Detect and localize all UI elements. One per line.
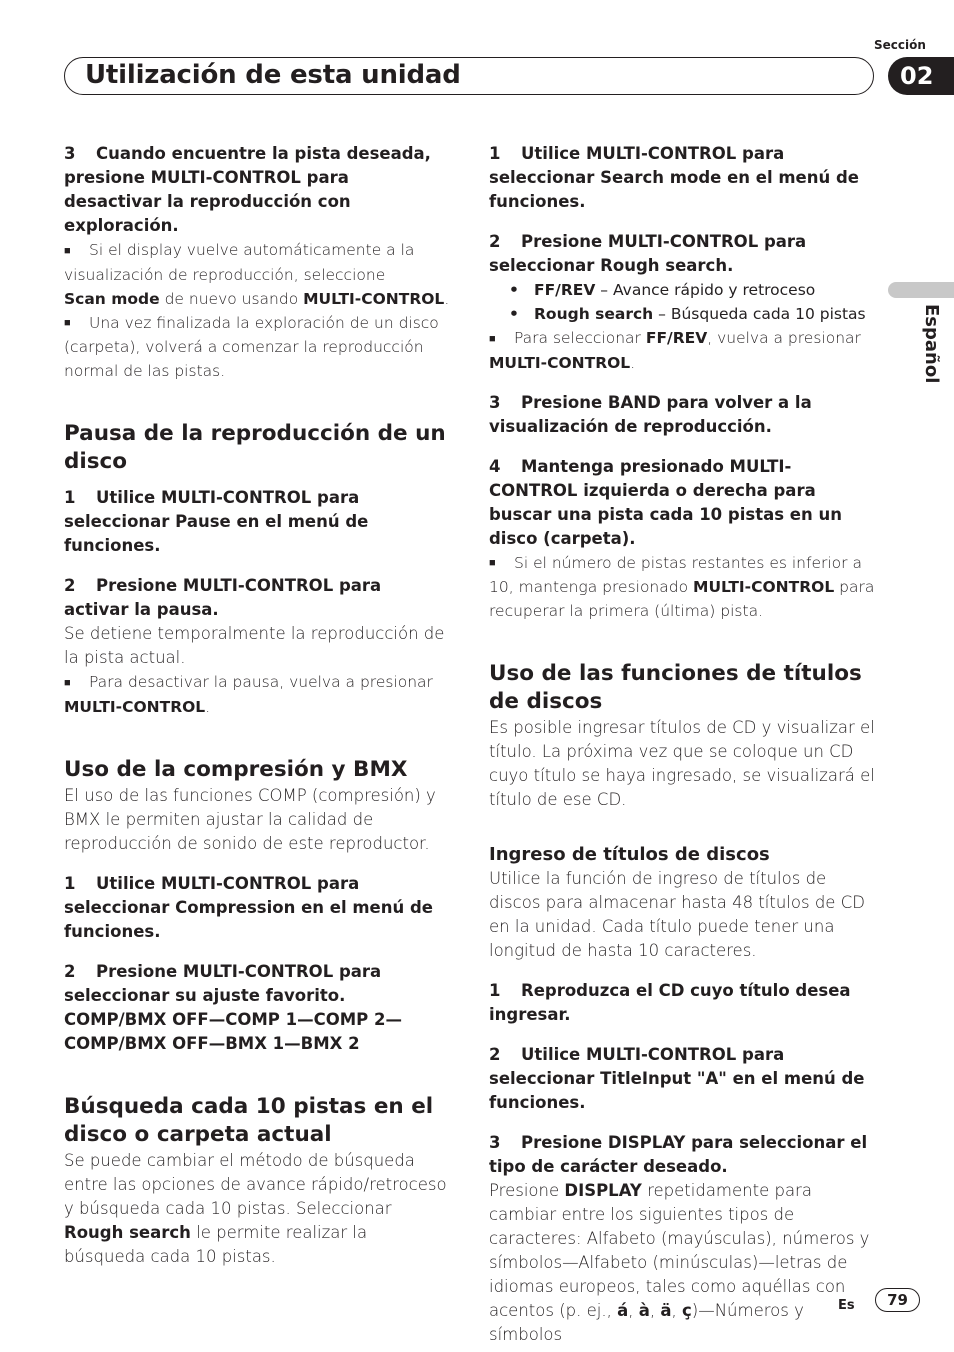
note-pause-off: ■ Para desactivar la pausa, vuelva a presionar MULTI-CONTROL. xyxy=(64,670,450,719)
step-3-display: 3 Presione DISPLAY para seleccionar el tipo de carácter deseado. xyxy=(489,1133,868,1176)
heading-title-input: Ingreso de títulos de discos xyxy=(489,844,770,865)
note-square-icon: ■ xyxy=(489,331,496,345)
note-ff-rev: ■ Para seleccionar FF/REV, vuelva a presionar MULTI-CONTROL. xyxy=(489,326,879,375)
note-square-icon: ■ xyxy=(64,316,71,329)
step-1-play-cd: 1 Reproduzca el CD cuyo título desea ingresar. xyxy=(489,981,851,1024)
heading-compression: Uso de la compresión y BMX xyxy=(64,756,408,782)
bullet-icon: • xyxy=(509,305,519,323)
section-label: Sección xyxy=(874,38,926,52)
compression-description: El uso de las funciones COMP (compresión) y BMX le permiten ajustar la calidad de reproducción de sonido de este reproductor. xyxy=(64,785,436,853)
section-number-tab: 02 xyxy=(888,57,954,95)
title-input-description: Utilice la función de ingreso de títulos de discos para almacenar hasta 48 títulos de CD en la unidad. Cada título puede tener una longitud de hasta 10 caracteres. xyxy=(489,869,865,960)
page-title: Utilización de esta unidad xyxy=(85,60,461,90)
step-2-compression: 2 Presione MULTI-CONTROL para seleccionar su ajuste favorito. xyxy=(64,961,382,1005)
page-number: 79 xyxy=(875,1288,920,1312)
step-4-hold: 4 Mantenga presionado MULTI-CONTROL izquierda o derecha para buscar una pista cada 10 pistas en un disco (carpeta). xyxy=(489,456,842,548)
note-square-icon: ■ xyxy=(64,675,71,689)
step-2-pause: 2 Presione MULTI-CONTROL para activar la pausa. xyxy=(64,576,382,619)
step-2-rough-search: 2 Presione MULTI-CONTROL para seleccionar Rough search. xyxy=(489,232,807,275)
note-scan-end: ■ Una vez finalizada la exploración de un disco (carpeta), volverá a comenzar la reproducción normal de las pistas. xyxy=(64,311,450,384)
pause-description: Se detiene temporalmente la reproducción de la pista actual. xyxy=(64,624,445,667)
bullet-icon: • xyxy=(509,281,519,299)
heading-disc-titles: Uso de las funciones de títulos de discos xyxy=(489,661,862,714)
right-column xyxy=(489,142,879,1347)
left-column xyxy=(64,142,450,1269)
note-square-icon: ■ xyxy=(489,556,496,569)
bullet-rough-search: • Rough search – Búsqueda cada 10 pistas xyxy=(509,302,879,326)
page-title-bar xyxy=(64,57,874,95)
disc-titles-description: Es posible ingresar títulos de CD y visualizar el título. La próxima vez que se coloque un CD cuyo título se haya ingresado, se visualizará el título de ese CD. xyxy=(489,718,875,809)
note-remaining-tracks: ■ Si el número de pistas restantes es inferior a 10, mantenga presionado MULTI-CONTROL para recuperar la primera (última) pista. xyxy=(489,551,879,624)
compression-sequence: COMP/BMX OFF—COMP 1—COMP 2— COMP/BMX OFF—BMX 1—BMX 2 xyxy=(64,1009,402,1053)
step-3-scan: 3 Cuando encuentre la pista deseada, presione MULTI-CONTROL para desactivar la reproducción con exploración. xyxy=(64,144,431,235)
language-label: Español xyxy=(921,304,942,384)
footer-language-code: Es xyxy=(838,1298,855,1313)
language-tab xyxy=(888,282,954,298)
heading-rough-search: Búsqueda cada 10 pistas en el disco o carpeta actual xyxy=(64,1093,434,1147)
note-square-icon: ■ xyxy=(64,243,71,257)
bullet-ff-rev: • FF/REV – Avance rápido y retroceso xyxy=(509,278,879,302)
note-scan-mode: ■ Si el display vuelve automáticamente a la visualización de reproducción, seleccione Scan mode de nuevo usando MULTI-CONTROL. xyxy=(64,238,450,311)
heading-pause: Pausa de la reproducción de un disco xyxy=(64,421,446,474)
step-1-pause: 1 Utilice MULTI-CONTROL para seleccionar Pause en el menú de funciones. xyxy=(64,488,369,555)
rough-search-description: Se puede cambiar el método de búsqueda entre las opciones de avance rápido/retroceso y búsqueda cada 10 pistas. Seleccionar Rough search le permite realizar la búsqueda cada 10 pistas. xyxy=(64,1150,447,1266)
step-1-search-mode: 1 Utilice MULTI-CONTROL para seleccionar Search mode en el menú de funciones. xyxy=(489,144,859,211)
step-2-title-input: 2 Utilice MULTI-CONTROL para seleccionar TitleInput "A" en el menú de funciones. xyxy=(489,1045,865,1112)
step-1-compression: 1 Utilice MULTI-CONTROL para seleccionar Compression en el menú de funciones. xyxy=(64,873,433,941)
step-3-band: 3 Presione BAND para volver a la visualización de reproducción. xyxy=(489,392,812,436)
character-types-description: Presione DISPLAY repetidamente para cambiar entre los siguientes tipos de caracteres: Alfabeto (mayúsculas), números y símbolos—Alfabeto (minúsculas)—letras de idiomas europeos, tales como aquéllas con acentos (p. ej., á, à, ä, ç)—Números y símbolos xyxy=(489,1181,870,1344)
